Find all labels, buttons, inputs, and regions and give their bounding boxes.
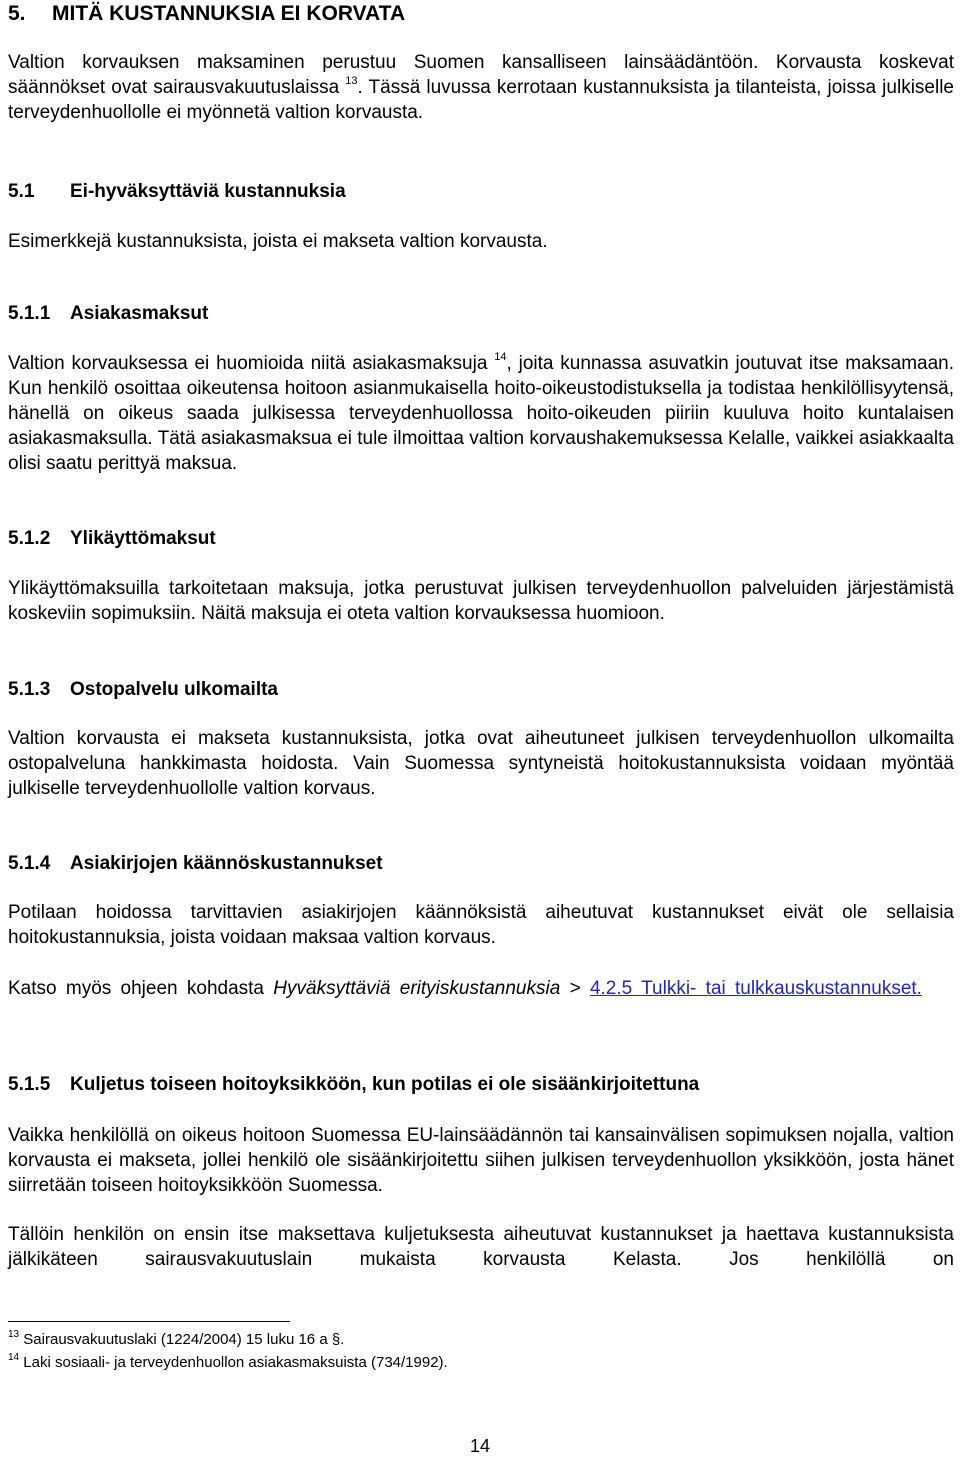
paragraph-5-1: Esimerkkejä kustannuksista, joista ei makseta valtion korvausta. <box>8 231 548 252</box>
paragraph-5-1-5-b: Tällöin henkilön on ensin itse maksettava kuljetuksesta aiheutuvat kustannukset ja haettava kustannuksista jälkikäteen sairausvakuutuslain mukaista korvausta Kelasta. Jos henkilöllä on <box>8 1224 954 1270</box>
see-also-italic: Hyväksyttäviä erityiskustannuksia <box>273 978 561 999</box>
paragraph-5-1-4: Potilaan hoidossa tarvittavien asiakirjojen käännöksistä aiheutuvat kustannukset eivät ole sellaisia hoitokustannuksia, joista voidaan maksaa valtion korvaus. <box>8 902 954 948</box>
footnote-ref-14[interactable]: 14 <box>494 350 507 363</box>
subsection-heading-5-1-2: 5.1.2 Ylikäyttömaksut <box>8 528 216 549</box>
footnote-13: $^{13}$ Sairausvakuutuslaki (1224/2004) 15 luku 16 a §. <box>8 1329 345 1348</box>
page-number: 14 <box>469 1436 491 1456</box>
paragraph-5-1-2: Ylikäyttömaksuilla tarkoitetaan maksuja, jotka perustuvat julkisen terveydenhuollon palveluiden järjestämistä koskeviin sopimuksiin. Näitä maksuja ei oteta valtion korvauksessa huomioon. <box>8 578 954 624</box>
footnote-ref-13[interactable]: 13 <box>345 74 358 87</box>
subsection-heading-5-1-5: 5.1.5 Kuljetus toiseen hoitoyksikköön, kun potilas ei ole sisäänkirjoitettuna <box>8 1074 700 1095</box>
subsection-heading-5-1-3: 5.1.3 Ostopalvelu ulkomailta <box>8 679 278 700</box>
see-also-paragraph: Katso myös ohjeen kohdasta Hyväksyttäviä erityiskustannuksia > 4.2.5 Tulkki- tai tulkkauskustannukset. <box>8 978 922 999</box>
section-title: MITÄ KUSTANNUKSIA EI KORVATA <box>52 2 406 25</box>
section-number: 5. <box>8 2 26 25</box>
section-heading <box>8 2 405 26</box>
subsection-heading-5-1-1: 5.1.1 Asiakasmaksut <box>8 303 209 324</box>
footnote-14: $^{14}$ Laki sosiaali- ja terveydenhuollon asiakasmaksuista (734/1992). <box>8 1352 448 1371</box>
subsection-heading-5-1-4: 5.1.4 Asiakirjojen käännöskustannukset <box>8 853 383 874</box>
section-link-4-2-5[interactable]: 4.2.5 Tulkki- tai tulkkauskustannukset. <box>589 978 922 999</box>
paragraph-5-1-5-a: Vaikka henkilöllä on oikeus hoitoon Suomessa EU-lainsäädännön tai kansainvälisen sopimuksen nojalla, valtion korvausta ei makseta, jollei henkilö ole sisäänkirjoitettu siihen julkisen terveydenhuollon yksikköön, josta hänet siirretään toiseen hoitoyksikköön Suomessa. <box>8 1125 954 1196</box>
intro-paragraph: Valtion korvauksen maksaminen perustuu Suomen kansalliseen lainsäädäntöön. Korvausta koskevat säännökset ovat sairausvakuutuslaissa $^{13}$. Tässä luvussa kerrotaan kustannuksista ja tilanteista, joissa julkiselle terveydenhuollolle ei myönnetä valtion korvausta. <box>8 52 954 123</box>
paragraph-5-1-1: Valtion korvauksessa ei huomioida niitä asiakasmaksuja $^{14}$, joita kunnassa asuvatkin joutuvat itse maksamaan. Kun henkilö osoittaa oikeutensa hoitoon asianmukaisella hoito-oikeustodistuksella ja todistaa henkilöllisyytensä, hänellä on oikeus saada julkisessa terveydenhuollossa hoito-oikeuden piiriin kuuluva hoito kuntalaisen asiakasmaksulla. Tätä asiakasmaksua ei tule ilmoittaa valtion korvaushakemuksessa Kelalle, vaikkei asiakkaalta olisi saatu perittyä maksua. <box>8 350 955 474</box>
paragraph-5-1-3: Valtion korvausta ei makseta kustannuksista, jotka ovat aiheutuneet julkisen terveydenhuollon ulkomailta ostopalveluna hankkimasta hoidosta. Vain Suomessa syntyneistä hoitokustannuksista voidaan myöntää julkiselle terveydenhuollolle valtion korvaus. <box>8 728 954 799</box>
subsection-heading-5-1: 5.1 Ei-hyväksyttäviä kustannuksia <box>8 181 346 202</box>
footnote-separator <box>8 1321 290 1322</box>
